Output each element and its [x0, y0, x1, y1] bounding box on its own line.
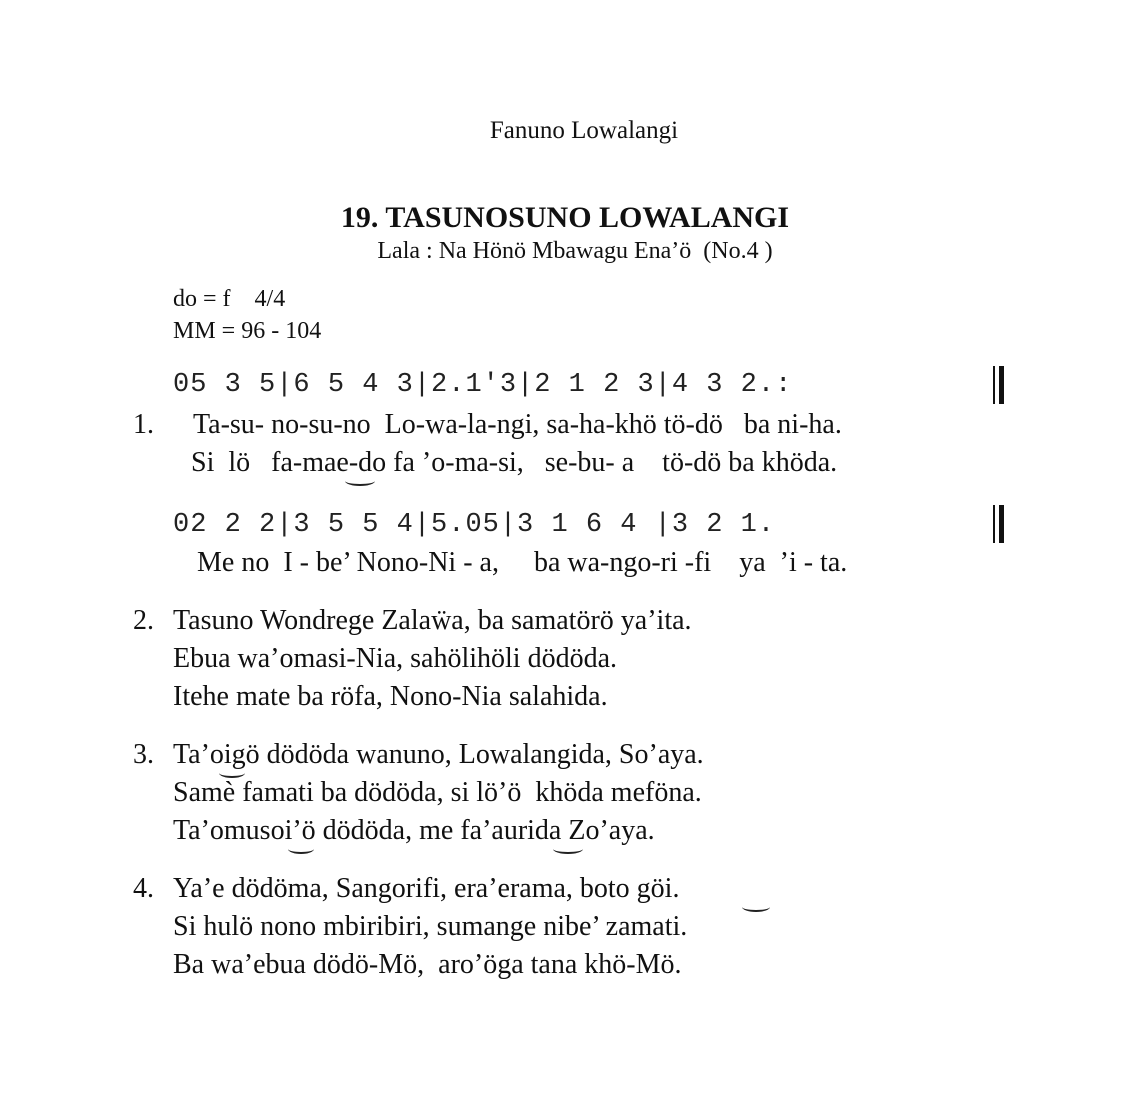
slur-mark — [742, 902, 770, 912]
tempo-marking: MM = 96 - 104 — [173, 318, 322, 344]
verse-3-line-3: Ta’omusoi’ö dödöda, me fa’aurida Zo’aya. — [173, 815, 655, 846]
notation-line-2: 02 2 2|3 5 5 4|5.05|3 1 6 4 |3 2 1. — [173, 510, 776, 540]
running-title: Fanuno Lowalangi — [489, 117, 679, 144]
repeat-barline-thick — [999, 366, 1004, 404]
verse-2-line-1: Tasuno Wondrege Zalaẅa, ba samatörö ya’ita. — [173, 605, 692, 636]
final-barline-thick — [999, 505, 1004, 543]
final-barline-thin — [993, 505, 995, 543]
verse-1-number: 1. — [133, 409, 154, 440]
notation-line-1: 05 3 5|6 5 4 3|2.1'3|2 1 2 3|4 3 2.: — [173, 370, 793, 400]
slur-mark — [345, 476, 375, 486]
verse-3-line-1: Ta’oigö dödöda wanuno, Lowalangida, So’aya. — [173, 739, 704, 770]
verse-2-number: 2. — [133, 605, 154, 636]
verse-1-line-2: Si lö fa-mae-do fa ’o-ma-si, se-bu- a tö-dö ba khöda. — [191, 447, 838, 478]
key-signature: do = f 4/4 — [173, 286, 286, 312]
song-title: 19. TASUNOSUNO LOWALANGI — [340, 201, 790, 234]
verse-4-line-1: Ya’e dödöma, Sangorifi, era’erama, boto göi. — [173, 873, 680, 904]
verse-4-number: 4. — [133, 873, 154, 904]
verse-3-number: 3. — [133, 739, 154, 770]
verse-4-line-3: Ba wa’ebua dödö-Mö, aro’öga tana khö-Mö. — [173, 949, 682, 980]
verse-2-line-2: Ebua wa’omasi-Nia, sahölihöli dödöda. — [173, 643, 618, 674]
tune-reference: Lala : Na Hönö Mbawagu Ena’ö (No.4 ) — [377, 238, 773, 264]
slur-mark — [288, 844, 314, 854]
verse-3-line-2: Samè famati ba dödöda, si lö’ö khöda meföna. — [173, 777, 702, 808]
slur-mark — [553, 844, 583, 854]
verse-2-line-3: Itehe mate ba röfa, Nono-Nia salahida. — [173, 681, 608, 712]
verse-1-line-1: Ta-su- no-su-no Lo-wa-la-ngi, sa-ha-khö tö-dö ba ni-ha. — [193, 409, 842, 440]
verse-1-refrain: Me no I - be’ Nono-Ni - a, ba wa-ngo-ri -fi ya ’i - ta. — [197, 547, 848, 578]
verse-4-line-2: Si hulö nono mbiribiri, sumange nibe’ zamati. — [173, 911, 688, 942]
repeat-barline-thin — [993, 366, 995, 404]
